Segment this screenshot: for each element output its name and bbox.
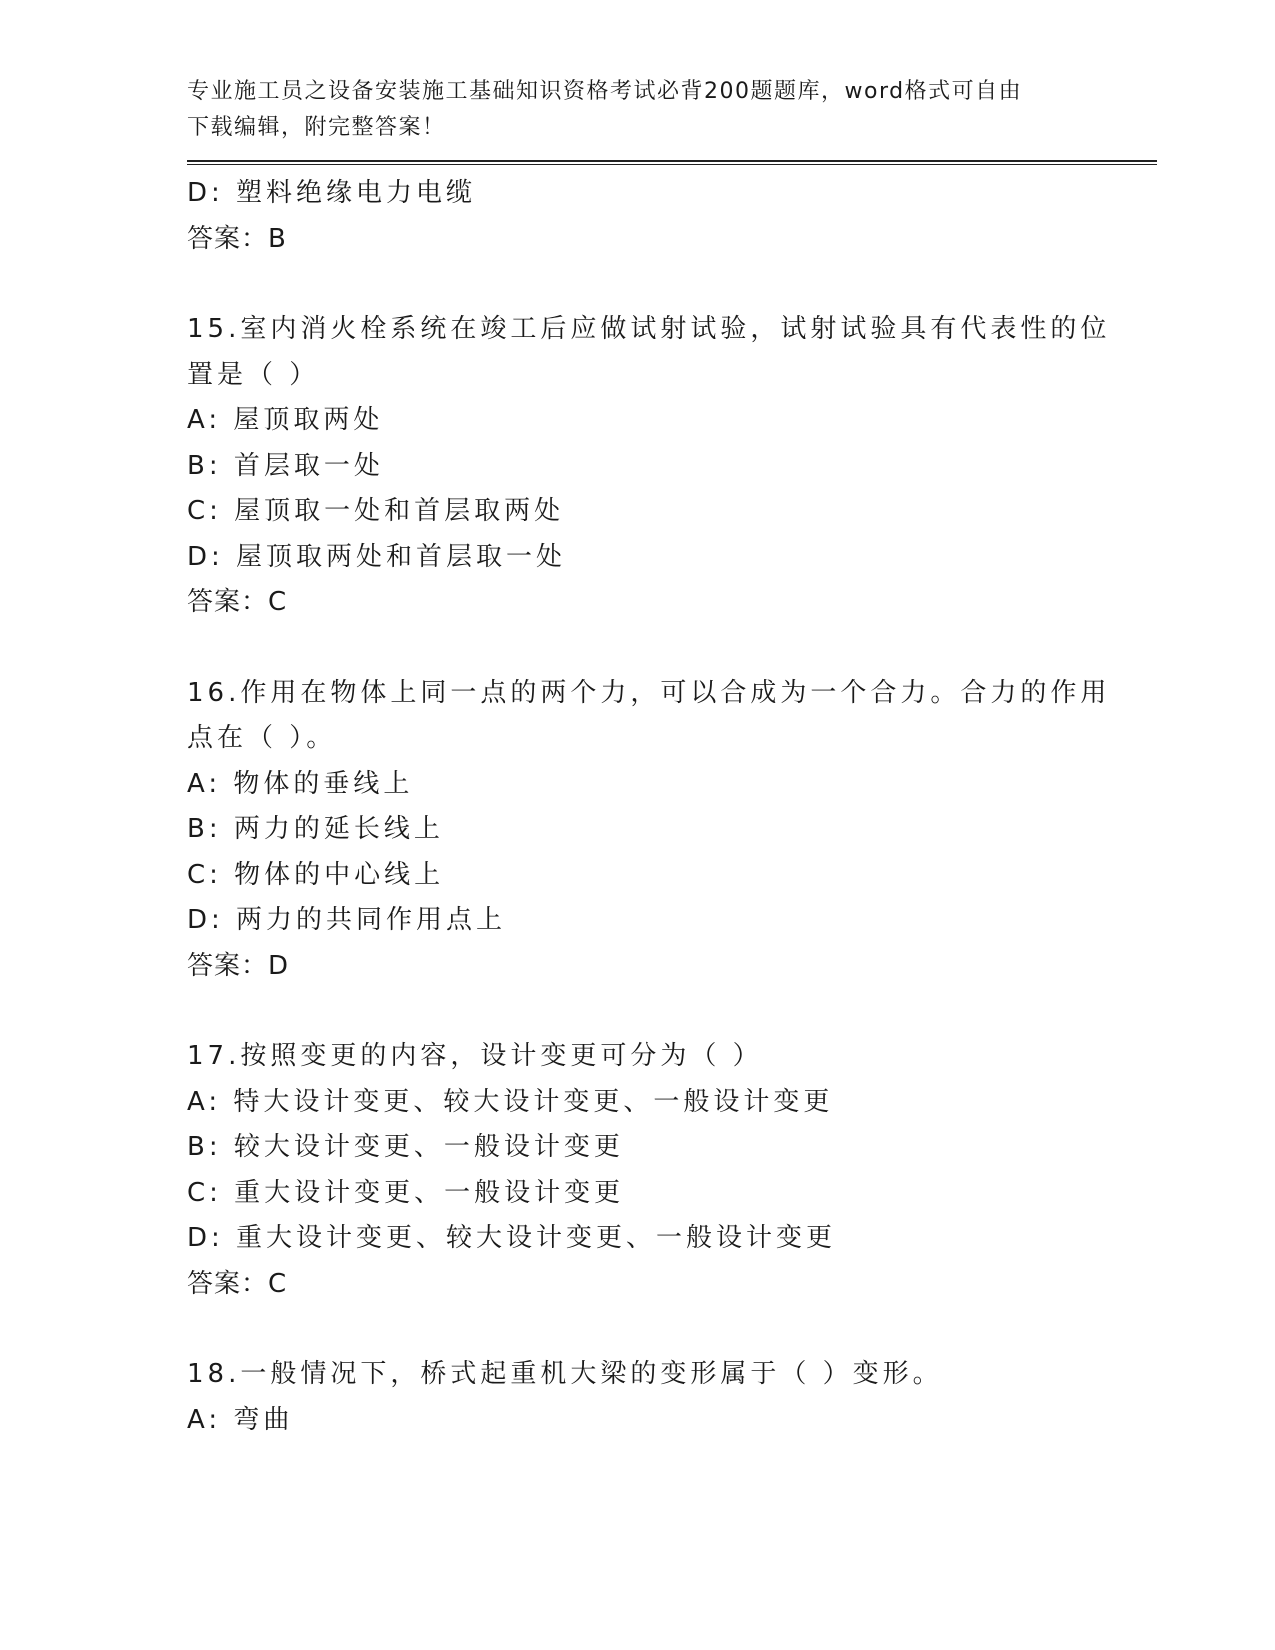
question-stem: 15.室内消火栓系统在竣工后应做试射试验，试射试验具有代表性的位: [187, 314, 1111, 344]
option-c: C: 屋顶取一处和首层取两处: [187, 496, 565, 526]
option-a: A: 屋顶取两处: [187, 405, 384, 435]
question-stem-continued: 置是（ ）: [187, 359, 320, 390]
option-b: B: 较大设计变更、一般设计变更: [187, 1132, 624, 1162]
option-c: C: 物体的中心线上: [187, 859, 445, 890]
option-d: D: 塑料绝缘电力电缆: [187, 178, 477, 208]
option-d: D: 重大设计变更、较大设计变更、一般设计变更: [187, 1223, 837, 1253]
header-title-line-2: 下载编辑，附完整答案！: [187, 115, 446, 140]
header-title-line-1: 专业施工员之设备安装施工基础知识资格考试必背200题题库，word格式可自由: [187, 79, 1023, 104]
option-a: A: 特大设计变更、较大设计变更、一般设计变更: [187, 1086, 834, 1117]
question-16: [187, 671, 1157, 990]
option-d: D: 两力的共同作用点上: [187, 905, 507, 935]
question-18: [187, 1352, 1157, 1443]
document-header: [187, 74, 1087, 146]
answer-line: 答案：B: [187, 223, 287, 254]
option-d: D: 屋顶取两处和首层取一处: [187, 541, 567, 572]
option-a: A: 弯曲: [187, 1404, 294, 1435]
answer-line: 答案：C: [187, 587, 288, 617]
question-15: [187, 307, 1157, 626]
option-c: C: 重大设计变更、一般设计变更: [187, 1177, 625, 1208]
option-b: B: 首层取一处: [187, 450, 384, 481]
option-a: A: 物体的垂线上: [187, 768, 414, 799]
answer-line: 答案：D: [187, 950, 290, 981]
question-stem: 16.作用在物体上同一点的两个力，可以合成为一个合力。合力的作用: [187, 677, 1111, 708]
option-b: B: 两力的延长线上: [187, 814, 444, 844]
answer-line: 答案：C: [187, 1268, 288, 1299]
question-17: [187, 1034, 1157, 1307]
question-stem-continued: 点在（ ）。: [187, 723, 337, 753]
question-stem: 18.一般情况下，桥式起重机大梁的变形属于（ ）变形。: [187, 1359, 943, 1389]
header-divider: [187, 160, 1157, 165]
question-content: [187, 171, 1157, 1443]
document-page: [187, 74, 1157, 1443]
question-stem: 17.按照变更的内容，设计变更可分为（ ）: [187, 1041, 763, 1071]
